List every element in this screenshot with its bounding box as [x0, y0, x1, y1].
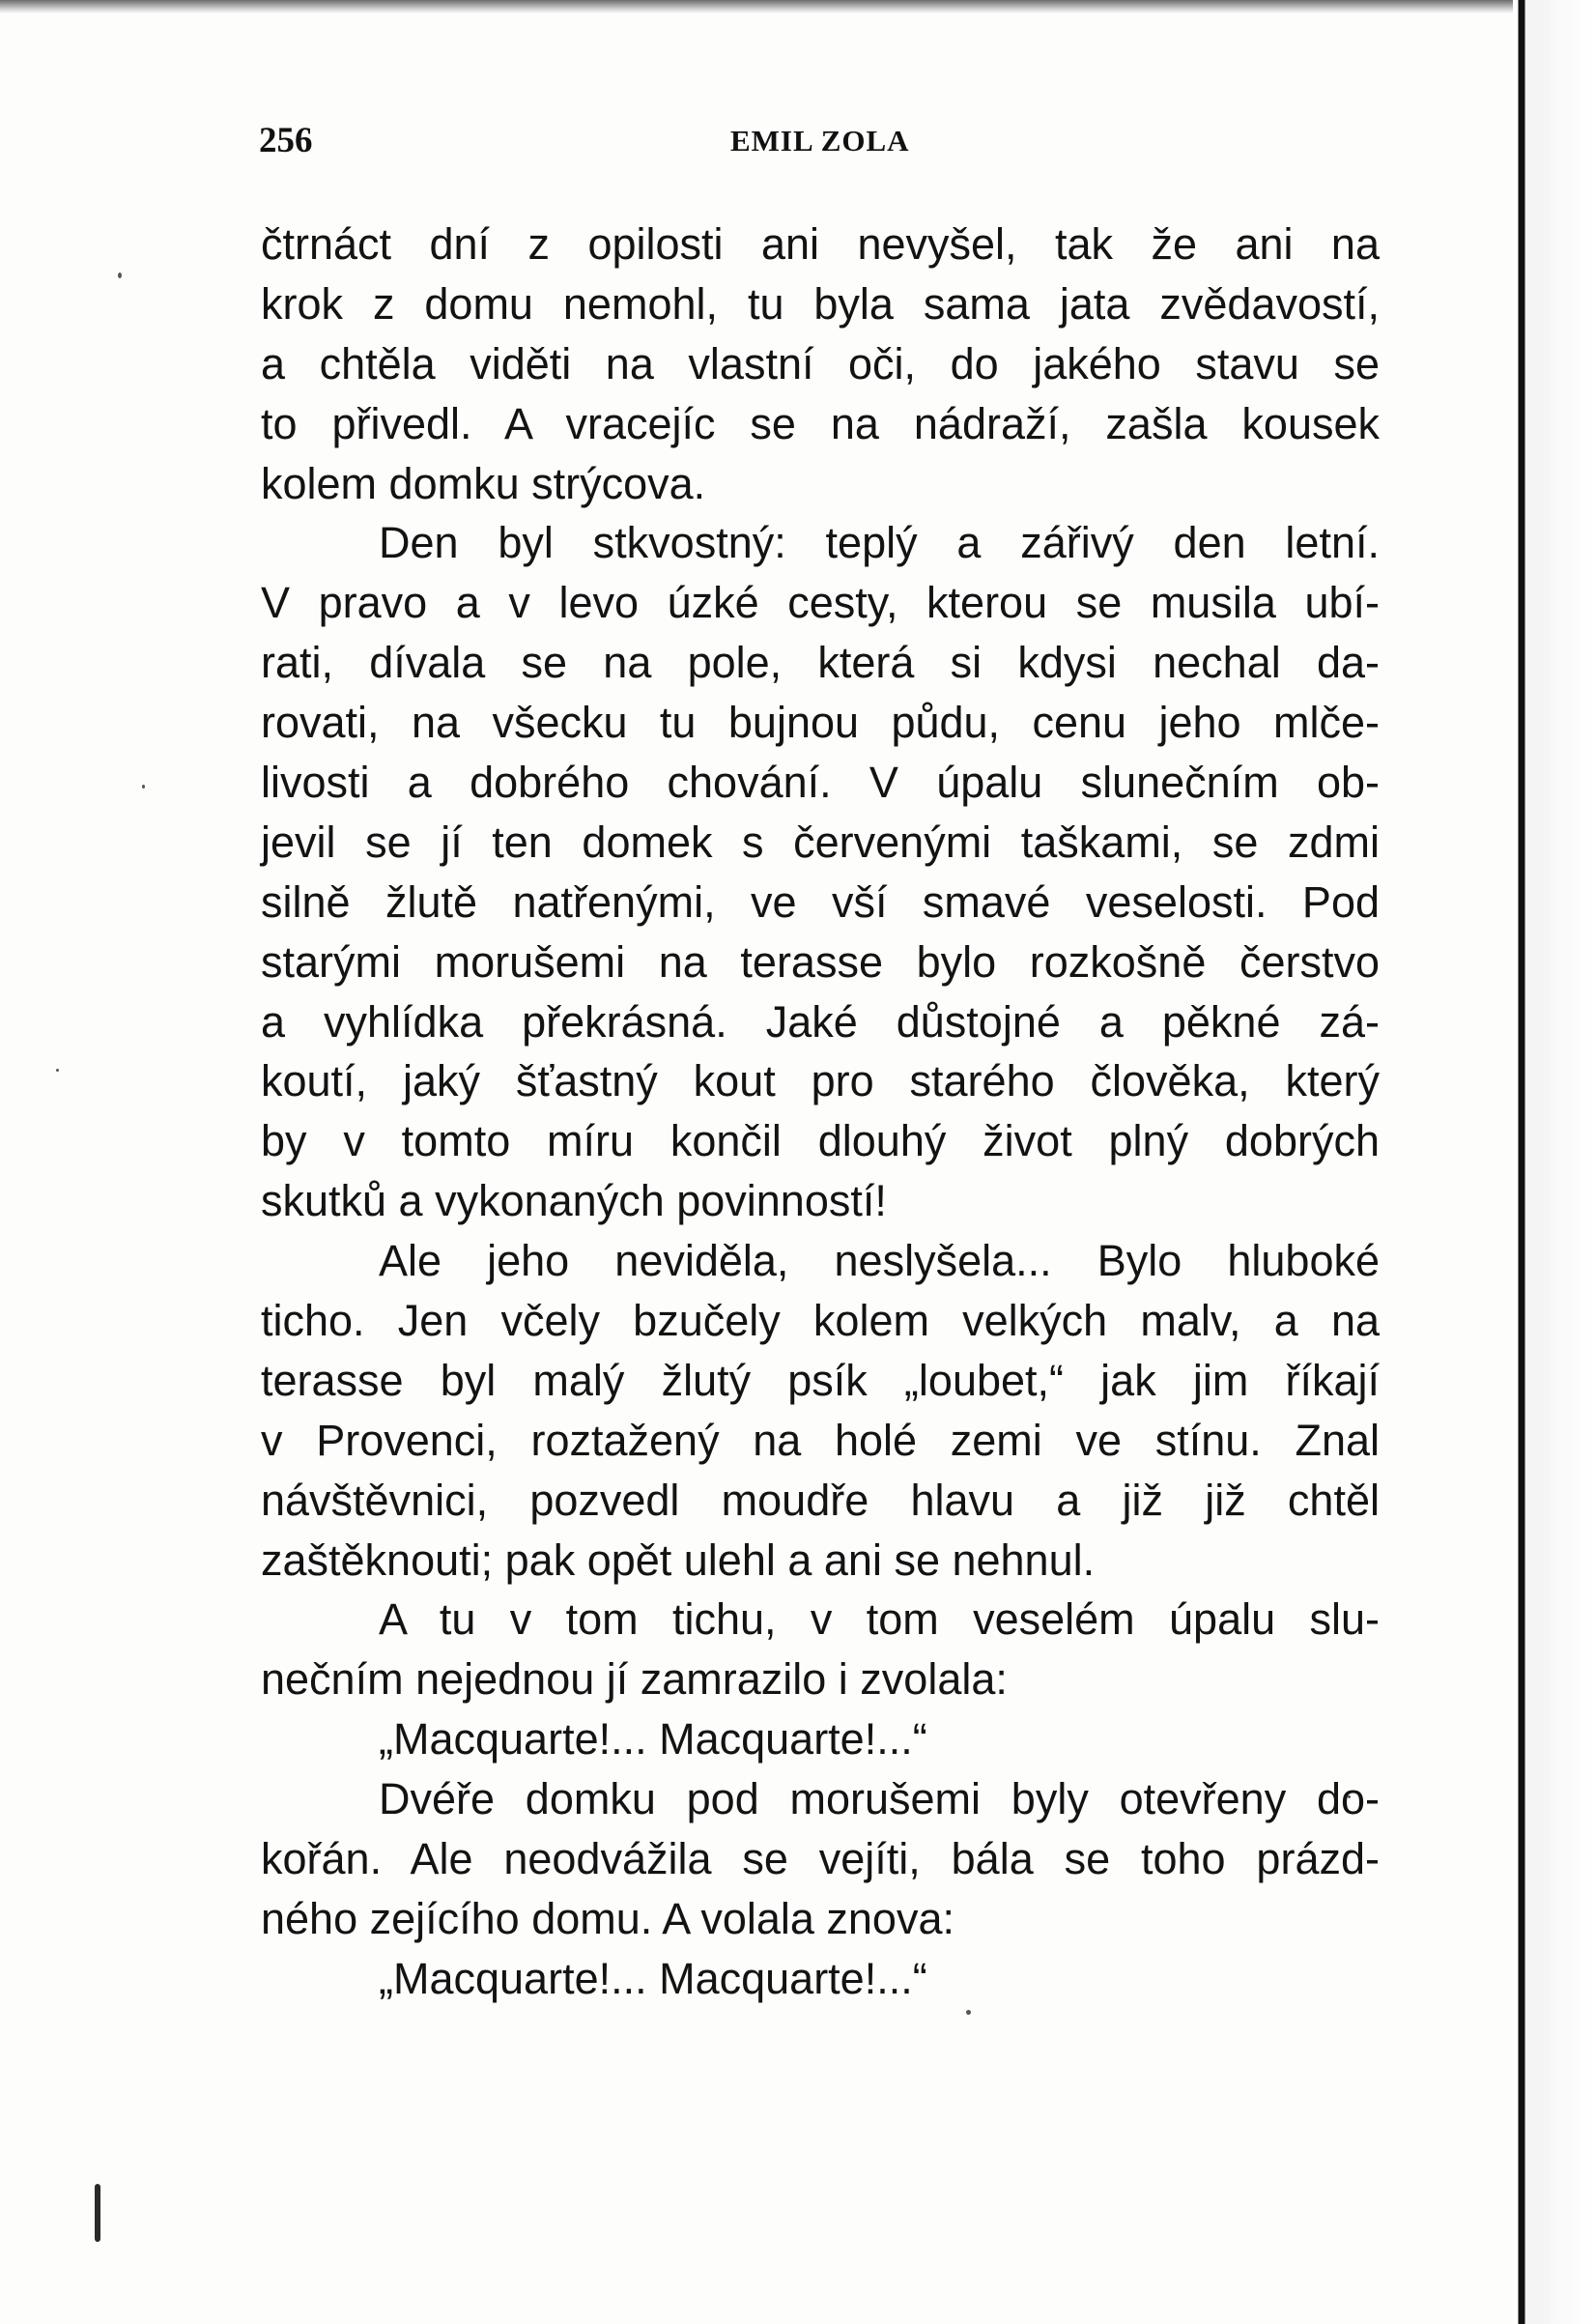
scan-top-edge: [0, 0, 1595, 14]
text-line: návštěvnici, pozvedl moudře hlavu a již již chtěl: [261, 1475, 1380, 1525]
text-line: terasse byl malý žlutý psík „loubet,“ jak jim říkají: [261, 1355, 1380, 1405]
text-line: rati, dívala se na pole, která si kdysi nechal da-: [261, 638, 1380, 688]
paragraph-first-line: A tu v tom tichu, v tom veselém úpalu slu-: [379, 1594, 1380, 1645]
paragraph-first-line: Den byl stkvostný: teplý a zářivý den letní.: [379, 518, 1380, 568]
text-line: zaštěknouti; pak opět ulehl a ani se nehnul.: [261, 1535, 1096, 1585]
text-line: skutků a vykonaných povinností!: [261, 1176, 887, 1226]
text-line: čtrnáct dní z opilosti ani nevyšel, tak že ani na: [261, 219, 1380, 269]
text-line: ticho. Jen včely bzučely kolem velkých malv, a na: [261, 1296, 1380, 1346]
text-line: v Provenci, roztažený na holé zemi ve stínu. Znal: [261, 1415, 1380, 1465]
text-line: silně žlutě natřenými, ve vší smavé veselosti. Pod: [261, 876, 1380, 927]
running-header: [259, 120, 1380, 162]
quoted-line: „Macquarte!... Macquarte!...“: [379, 1714, 927, 1765]
quoted-line: „Macquarte!... Macquarte!...“: [379, 1953, 927, 2003]
text-line: rovati, na všecku tu bujnou půdu, cenu jeho mlče-: [261, 698, 1380, 748]
text-line: krok z domu nemohl, tu byla sama jata zvědavostí,: [261, 278, 1380, 329]
text-line: jevil se jí ten domek s červenými taškami, se zdmi: [261, 817, 1380, 867]
text-line: to přivedl. A vracejíc se na nádraží, zašla kousek: [261, 398, 1380, 448]
paragraph-first-line: Dvéře domku pod morušemi byly otevřeny do-: [379, 1774, 1380, 1824]
text-line: a vyhlídka překrásná. Jaké důstojné a pěkné zá-: [261, 996, 1380, 1047]
paragraph-first-line: Ale jeho neviděla, neslyšela... Bylo hluboké: [379, 1236, 1380, 1286]
page-number: 256: [259, 121, 313, 160]
scan-right-margin: [1551, 0, 1595, 2324]
body-text: [261, 215, 1380, 2009]
text-line: nečním nejednou jí zamrazilo i zvolala:: [261, 1654, 1008, 1705]
text-line: ného zejícího domu. A volala znova:: [261, 1893, 954, 1943]
text-line: V pravo a v levo úzké cesty, kterou se musila ubí-: [261, 578, 1380, 628]
text-line: starými morušemi na terasse bylo rozkošně čerstvo: [261, 936, 1380, 987]
text-line: livosti a dobrého chování. V úpalu slunečním ob-: [261, 758, 1380, 808]
text-line: kolem domku strýcova.: [261, 458, 706, 508]
running-title: EMIL ZOLA: [730, 124, 910, 158]
text-line: by v tomto míru končil dlouhý život plný dobrých: [261, 1116, 1380, 1166]
text-line: koutí, jaký šťastný kout pro starého člověka, který: [261, 1056, 1380, 1106]
text-line: kořán. Ale neodvážila se vejíti, bála se toho prázd-: [261, 1834, 1380, 1884]
text-line: a chtěla viděti na vlastní oči, do jakého stavu se: [261, 338, 1380, 388]
